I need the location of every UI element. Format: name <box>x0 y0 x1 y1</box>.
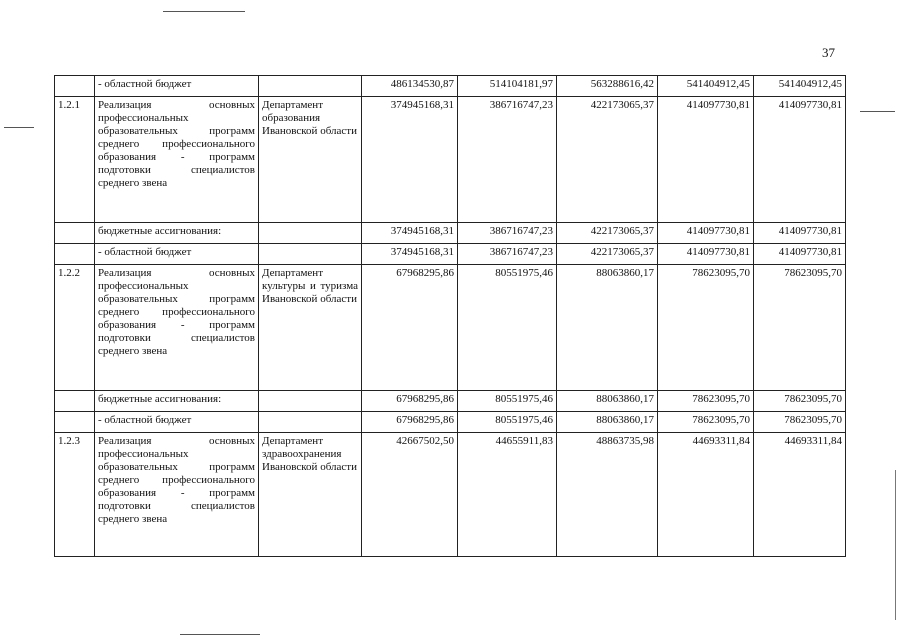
scan-artifact-line <box>4 127 34 128</box>
row-label: бюджетные ассигнования: <box>95 223 259 244</box>
row-code <box>55 391 95 412</box>
responsible-department <box>259 76 362 97</box>
row-code <box>55 244 95 265</box>
amount-cell-2: 386716747,23 <box>458 244 557 265</box>
row-label: бюджетные ассигнования: <box>95 391 259 412</box>
program-row <box>55 97 846 223</box>
amount-cell-5: 44693311,84 <box>754 433 846 557</box>
row-code: 1.2.3 <box>55 433 95 557</box>
program-name: Реализация основных профессиональных образовательных программ среднего профессионального образования - программ подготовки специалистов среднего звена <box>95 433 259 557</box>
amount-cell-1: 67968295,86 <box>362 412 458 433</box>
amount-cell-2: 80551975,46 <box>458 391 557 412</box>
amount-cell-5: 78623095,70 <box>754 391 846 412</box>
row-label: - областной бюджет <box>95 76 259 97</box>
amount-cell-4: 78623095,70 <box>658 412 754 433</box>
amount-cell-3: 422173065,37 <box>557 97 658 223</box>
amount-cell-4: 414097730,81 <box>658 97 754 223</box>
amount-cell-5: 414097730,81 <box>754 97 846 223</box>
budget-line-row <box>55 244 846 265</box>
amount-cell-2: 514104181,97 <box>458 76 557 97</box>
budget-line-row <box>55 391 846 412</box>
budget-line-row <box>55 223 846 244</box>
amount-cell-1: 374945168,31 <box>362 223 458 244</box>
amount-cell-2: 44655911,83 <box>458 433 557 557</box>
amount-cell-2: 80551975,46 <box>458 412 557 433</box>
amount-cell-4: 414097730,81 <box>658 244 754 265</box>
responsible-department: Департамент образования Ивановской области <box>259 97 362 223</box>
amount-cell-4: 541404912,45 <box>658 76 754 97</box>
budget-line-row <box>55 412 846 433</box>
responsible-department <box>259 223 362 244</box>
budget-line-row <box>55 76 846 97</box>
amount-cell-2: 386716747,23 <box>458 97 557 223</box>
amount-cell-1: 67968295,86 <box>362 391 458 412</box>
amount-cell-5: 414097730,81 <box>754 223 846 244</box>
amount-cell-3: 48863735,98 <box>557 433 658 557</box>
program-name: Реализация основных профессиональных образовательных программ среднего профессионального образования - программ подготовки специалистов среднего звена <box>95 265 259 391</box>
program-row <box>55 265 846 391</box>
amount-cell-4: 78623095,70 <box>658 391 754 412</box>
responsible-department <box>259 391 362 412</box>
amount-cell-2: 386716747,23 <box>458 223 557 244</box>
amount-cell-5: 78623095,70 <box>754 265 846 391</box>
amount-cell-3: 563288616,42 <box>557 76 658 97</box>
responsible-department <box>259 244 362 265</box>
row-code <box>55 223 95 244</box>
amount-cell-1: 42667502,50 <box>362 433 458 557</box>
scan-artifact-line <box>860 111 895 112</box>
amount-cell-5: 541404912,45 <box>754 76 846 97</box>
amount-cell-5: 78623095,70 <box>754 412 846 433</box>
amount-cell-4: 44693311,84 <box>658 433 754 557</box>
page-number: 37 <box>822 45 835 60</box>
amount-cell-3: 88063860,17 <box>557 412 658 433</box>
program-name: Реализация основных профессиональных образовательных программ среднего профессионального образования - программ подготовки специалистов среднего звена <box>95 97 259 223</box>
amount-cell-1: 374945168,31 <box>362 97 458 223</box>
scan-artifact-line <box>163 11 245 12</box>
amount-cell-3: 88063860,17 <box>557 265 658 391</box>
amount-cell-5: 414097730,81 <box>754 244 846 265</box>
responsible-department: Департамент культуры и туризма Ивановской области <box>259 265 362 391</box>
amount-cell-2: 80551975,46 <box>458 265 557 391</box>
amount-cell-1: 67968295,86 <box>362 265 458 391</box>
row-code <box>55 76 95 97</box>
scan-artifact-line <box>180 634 260 635</box>
row-label: - областной бюджет <box>95 244 259 265</box>
amount-cell-3: 88063860,17 <box>557 391 658 412</box>
budget-table <box>54 75 846 557</box>
program-row <box>55 433 846 557</box>
amount-cell-4: 414097730,81 <box>658 223 754 244</box>
row-label: - областной бюджет <box>95 412 259 433</box>
amount-cell-3: 422173065,37 <box>557 244 658 265</box>
amount-cell-3: 422173065,37 <box>557 223 658 244</box>
row-code: 1.2.1 <box>55 97 95 223</box>
amount-cell-4: 78623095,70 <box>658 265 754 391</box>
amount-cell-1: 486134530,87 <box>362 76 458 97</box>
scan-artifact-line <box>895 470 896 620</box>
responsible-department <box>259 412 362 433</box>
responsible-department: Департамент здравоохранения Ивановской области <box>259 433 362 557</box>
amount-cell-1: 374945168,31 <box>362 244 458 265</box>
row-code <box>55 412 95 433</box>
row-code: 1.2.2 <box>55 265 95 391</box>
